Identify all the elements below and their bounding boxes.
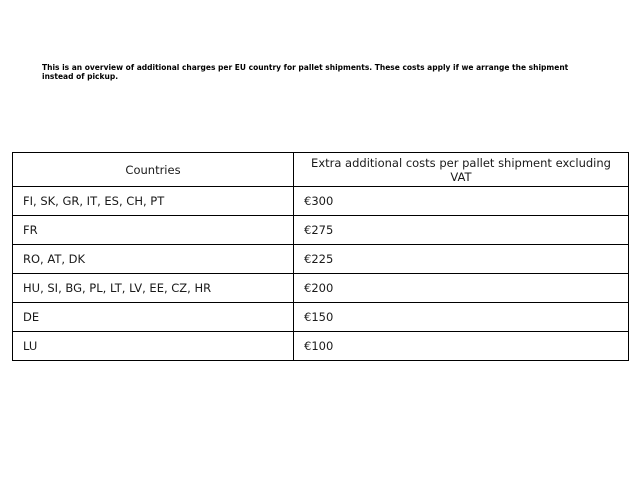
table-row: [13, 245, 629, 274]
header-countries: Countries: [13, 153, 294, 187]
table-row: [13, 274, 629, 303]
cell-cost: €200: [294, 274, 629, 303]
cell-countries: DE: [13, 303, 294, 332]
table-row: [13, 303, 629, 332]
header-costs: Extra additional costs per pallet shipment excluding VAT: [294, 153, 629, 187]
cell-cost: €275: [294, 216, 629, 245]
cell-countries: FR: [13, 216, 294, 245]
cell-cost: €100: [294, 332, 629, 361]
table-row: [13, 216, 629, 245]
cell-cost: €225: [294, 245, 629, 274]
charges-table-container: [12, 152, 629, 361]
table-row: [13, 332, 629, 361]
cell-countries: RO, AT, DK: [13, 245, 294, 274]
charges-table: [12, 152, 629, 361]
table-row: [13, 187, 629, 216]
cell-cost: €150: [294, 303, 629, 332]
cell-countries: HU, SI, BG, PL, LT, LV, EE, CZ, HR: [13, 274, 294, 303]
cell-countries: LU: [13, 332, 294, 361]
cell-countries: FI, SK, GR, IT, ES, CH, PT: [13, 187, 294, 216]
table-header-row: [13, 153, 629, 187]
intro-paragraph: This is an overview of additional charges per EU country for pallet shipments. These costs apply if we arrange the shipment instead of pickup.: [42, 63, 569, 81]
cell-cost: €300: [294, 187, 629, 216]
